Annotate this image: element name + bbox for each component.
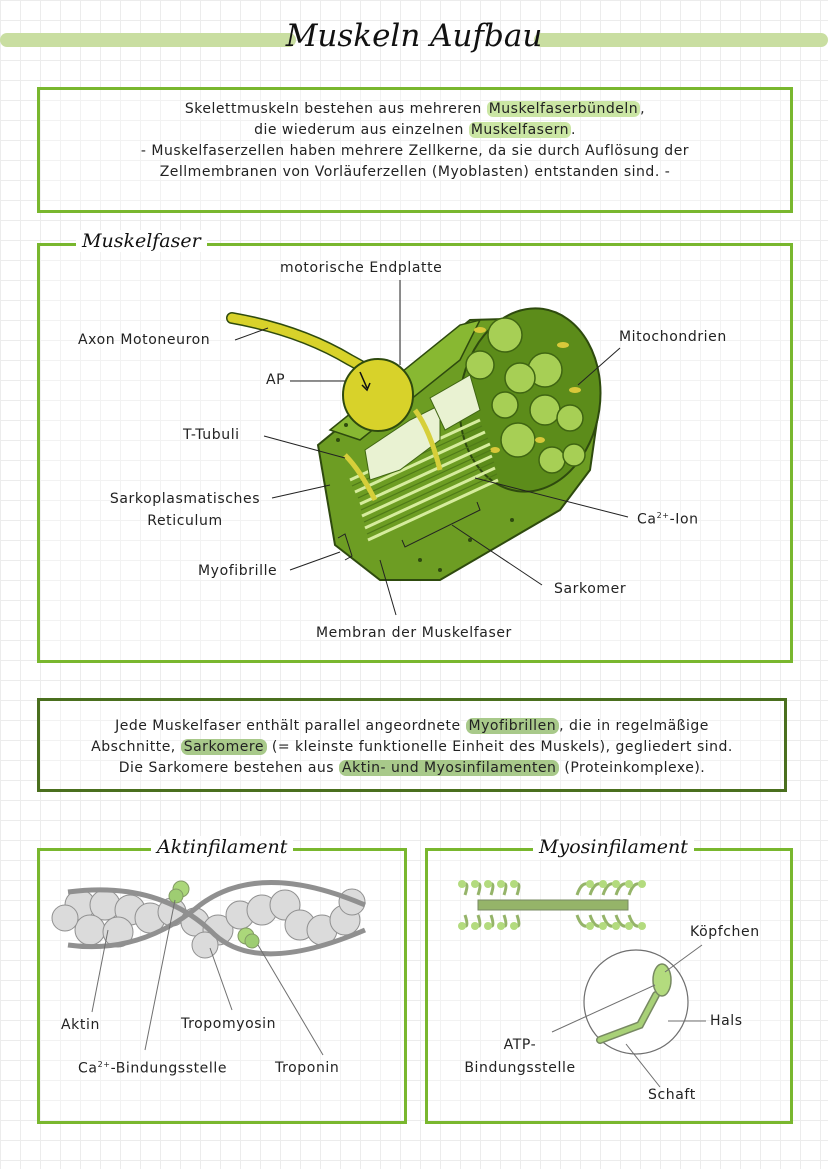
label-axon-motoneuron: Axon Motoneuron bbox=[78, 332, 211, 348]
highlight-aktin-myosin: Aktin- und Myosinfilamenten bbox=[339, 760, 559, 776]
intro-line-1: Skelettmuskeln bestehen aus mehreren Muskelfaserbündeln , bbox=[184, 101, 646, 117]
highlight-sarkomere: Sarkomere bbox=[181, 739, 267, 755]
page-title: Muskeln Aufbau bbox=[285, 18, 543, 54]
mid-line-1: Jede Muskelfaser enthält parallel angeordnete Myofibrillen , die in regelmäßige bbox=[115, 718, 709, 734]
aktin-box bbox=[37, 848, 407, 1124]
label-myofibrille: Myofibrille bbox=[198, 563, 278, 579]
label-motorische-endplatte: motorische Endplatte bbox=[280, 260, 443, 276]
aktin-heading: Aktinfilament bbox=[151, 836, 293, 858]
label-membran: Membran der Muskelfaser bbox=[316, 625, 512, 641]
label-hals: Hals bbox=[710, 1013, 743, 1029]
highlight-myofibrillen: Myofibrillen bbox=[466, 718, 560, 734]
myosin-heading: Myosinfilament bbox=[533, 836, 694, 858]
label-aktin: Aktin bbox=[61, 1017, 100, 1033]
highlight-muskelfasern: Muskelfasern bbox=[470, 122, 569, 138]
intro-line-2: die wiederum aus einzelnen Muskelfasern . bbox=[254, 122, 576, 138]
label-t-tubuli: T-Tubuli bbox=[183, 427, 240, 443]
muskelfaser-heading: Muskelfaser bbox=[76, 230, 207, 252]
myofibrillen-box bbox=[37, 698, 787, 792]
mid-line-3: Die Sarkomere bestehen aus Aktin- und Myosinfilamenten (Proteinkomplexe). bbox=[118, 760, 706, 776]
label-atp-bindungsstelle: ATP- Bindungsstelle bbox=[464, 1037, 576, 1076]
highlight-muskelfaserbuendeln: Muskelfaserbündeln bbox=[488, 101, 639, 117]
muscle-fiber-illustration bbox=[232, 299, 612, 580]
myosin-box bbox=[425, 848, 793, 1124]
label-troponin: Troponin bbox=[275, 1060, 340, 1076]
label-ca-bindungsstelle: $Ca^{2+}$-Bindungsstelle bbox=[78, 1060, 228, 1077]
label-schaft: Schaft bbox=[648, 1087, 696, 1103]
mid-line-2: Abschnitte, Sarkomere (= kleinste funktionelle Einheit des Muskels), gegliedert sind. bbox=[91, 739, 733, 755]
label-tropomyosin: Tropomyosin bbox=[181, 1016, 277, 1032]
intro-line-4: Zellmembranen von Vorläuferzellen (Myoblasten) entstanden sind. - bbox=[159, 164, 671, 180]
label-sarkomer: Sarkomer bbox=[554, 581, 627, 597]
intro-line-3: - Muskelfaserzellen haben mehrere Zellkerne, da sie durch Auflösung der bbox=[140, 143, 690, 159]
label-ap: AP bbox=[266, 372, 286, 388]
label-ca-ion: $Ca^{2+}$-Ion bbox=[637, 511, 699, 528]
label-mitochondrien: Mitochondrien bbox=[619, 329, 727, 345]
label-sarkoplasmatisches-reticulum: Sarkoplasmatisches Reticulum bbox=[109, 491, 261, 529]
label-koepfchen: Köpfchen bbox=[690, 924, 760, 940]
